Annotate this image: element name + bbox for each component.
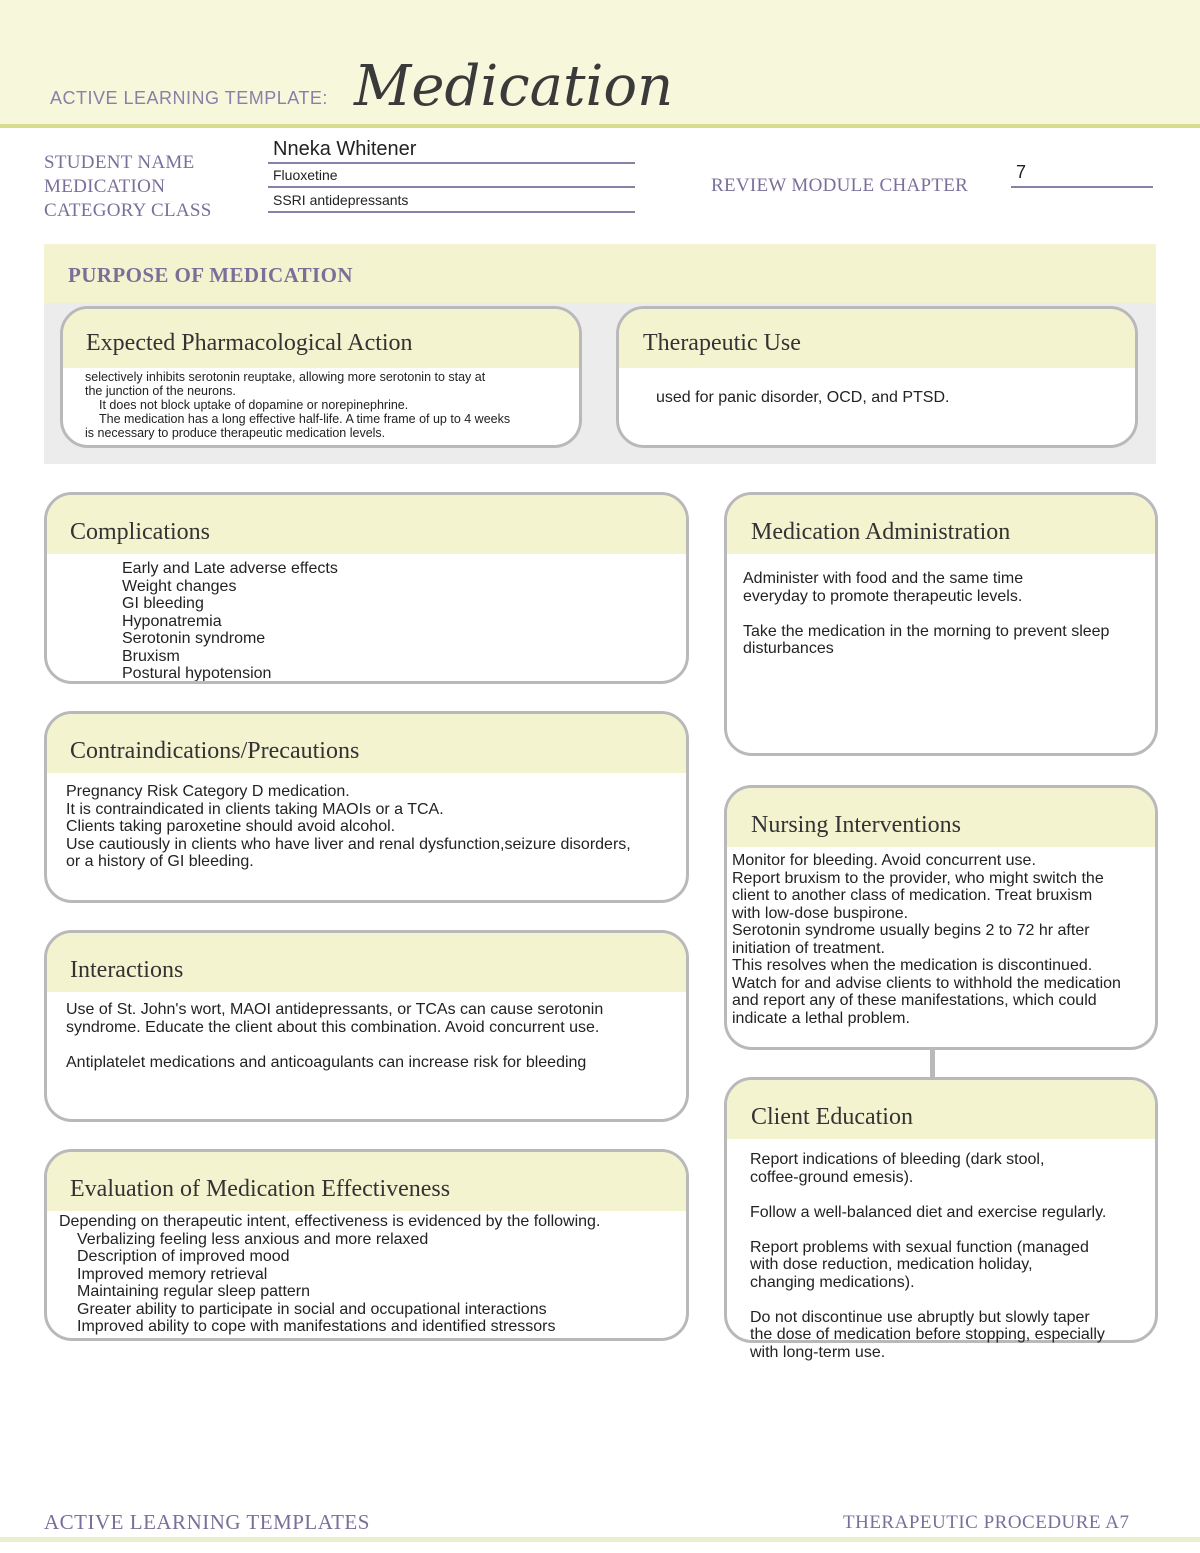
text-line: Antiplatelet medications and anticoagulants can increase risk for bleeding [66, 1053, 587, 1071]
text-line: Improved memory retrieval [77, 1265, 268, 1283]
text-line [66, 1036, 603, 1054]
student-name-label: STUDENT NAME [44, 152, 195, 173]
list-item: Hyponatremia [122, 612, 222, 630]
text-line [743, 605, 1109, 623]
nursing-interventions-box[interactable] [724, 785, 1158, 1050]
text-line: coffee-ground emesis). [750, 1168, 914, 1186]
text-line: Greater ability to participate in social and occupational interactions [77, 1300, 547, 1318]
list-item: Postural hypotension [122, 665, 272, 682]
contraindications-title: Contraindications/Precautions [70, 738, 360, 764]
text-line: Maintaining regular sleep pattern [77, 1283, 311, 1300]
contraindications-text [66, 783, 631, 871]
category-class-label: CATEGORY CLASS [44, 200, 212, 221]
footer-right-label: THERAPEUTIC PROCEDURE A7 [843, 1512, 1130, 1533]
text-line: the junction of the neurons. [85, 384, 236, 398]
text-line: indicate a lethal problem. [732, 1009, 910, 1027]
header-divider [0, 124, 1200, 128]
interactions-box[interactable] [44, 930, 689, 1122]
medication-administration-box[interactable] [724, 492, 1158, 756]
text-line: with dose reduction, medication holiday, [750, 1256, 1033, 1273]
text-line: The medication has a long effective half-life. A time frame of up to 4 weeks [99, 412, 511, 426]
text-line: selectively inhibits serotonin reuptake, allowing more serotonin to stay at [85, 370, 486, 384]
text-line: everyday to promote therapeutic levels. [743, 587, 1023, 605]
page-title: Medication [354, 54, 674, 119]
text-line: Improved ability to cope with manifestations and identified stressors [77, 1318, 556, 1335]
text-line: syndrome. Educate the client about this combination. Avoid concurrent use. [66, 1018, 600, 1036]
therapeutic-use-text: used for panic disorder, OCD, and PTSD. [656, 389, 950, 406]
template-label: ACTIVE LEARNING TEMPLATE: [50, 88, 328, 108]
text-line: the dose of medication before stopping, especially [750, 1326, 1105, 1343]
text-line [750, 1291, 1106, 1309]
category-class-underline [268, 211, 635, 213]
list-item: GI bleeding [122, 595, 204, 612]
list-item: Serotonin syndrome [122, 630, 266, 647]
purpose-title: PURPOSE OF MEDICATION [68, 263, 353, 287]
therapeutic-use-title: Therapeutic Use [643, 330, 801, 356]
medication-administration-title: Medication Administration [751, 519, 1011, 545]
pharmacological-action-box[interactable] [60, 306, 582, 448]
text-line: Use cautiously in clients who have liver and renal dysfunction,seizure disorders, [66, 835, 631, 853]
text-line: Do not discontinue use abruptly but slowly taper [750, 1308, 1090, 1326]
list-item: Weight changes [122, 577, 237, 595]
client-education-title: Client Education [751, 1104, 913, 1130]
text-line: Watch for and advise clients to withhold the medication [732, 974, 1121, 992]
footer-divider [0, 1537, 1200, 1542]
category-class-field[interactable]: SSRI antidepressants [273, 192, 409, 208]
student-name-underline [268, 162, 635, 164]
client-education-text [750, 1151, 1106, 1361]
interactions-text [66, 1001, 603, 1071]
medication-field[interactable]: Fluoxetine [273, 167, 338, 183]
evaluation-text [59, 1213, 600, 1336]
connector-line [930, 1048, 935, 1080]
text-line: Follow a well-balanced diet and exercise regularly. [750, 1203, 1107, 1221]
text-line [750, 1221, 1106, 1239]
evaluation-box[interactable] [44, 1149, 689, 1341]
text-line: and report any of these manifestations, which could [732, 992, 1097, 1009]
footer-left-label: ACTIVE LEARNING TEMPLATES [44, 1510, 370, 1534]
text-line: Administer with food and the same time [743, 570, 1024, 587]
text-line: Take the medication in the morning to prevent sleep [743, 622, 1110, 640]
text-line [750, 1186, 1106, 1204]
text-line: initiation of treatment. [732, 939, 885, 957]
evaluation-title: Evaluation of Medication Effectiveness [70, 1176, 451, 1202]
nursing-interventions-text [732, 852, 1121, 1027]
text-line: with low-dose buspirone. [732, 904, 909, 922]
text-line: It does not block uptake of dopamine or norepinephrine. [99, 398, 409, 412]
medication-label: MEDICATION [44, 176, 166, 197]
complications-box[interactable] [44, 492, 689, 684]
medication-underline [268, 186, 635, 188]
text-line: Pregnancy Risk Category D medication. [66, 783, 350, 800]
complications-title: Complications [70, 519, 210, 545]
text-line: Use of St. John's wort, MAOI antidepressants, or TCAs can cause serotonin [66, 1001, 604, 1018]
text-line: Report bruxism to the provider, who might switch the [732, 869, 1104, 887]
list-item: Bruxism [122, 647, 180, 665]
interactions-title: Interactions [70, 957, 184, 983]
text-line: Report indications of bleeding (dark stool, [750, 1151, 1045, 1168]
text-line: Serotonin syndrome usually begins 2 to 72 hr after [732, 922, 1090, 939]
review-module-label: REVIEW MODULE CHAPTER [711, 175, 969, 196]
text-line: This resolves when the medication is discontinued. [732, 957, 1093, 974]
text-line: or a history of GI bleeding. [66, 853, 254, 870]
medication-administration-text [743, 570, 1109, 658]
list-item: Early and Late adverse effects [122, 560, 338, 577]
text-line: Depending on therapeutic intent, effectiveness is evidenced by the following. [59, 1213, 601, 1230]
text-line: Description of improved mood [77, 1248, 290, 1265]
therapeutic-use-box[interactable] [616, 306, 1138, 448]
text-line: Report problems with sexual function (managed [750, 1238, 1089, 1256]
text-line: disturbances [743, 640, 834, 657]
text-line: is necessary to produce therapeutic medication levels. [85, 426, 386, 440]
text-line: Monitor for bleeding. Avoid concurrent use. [732, 852, 1036, 869]
student-name-field[interactable]: Nneka Whitener [273, 138, 417, 160]
review-module-field[interactable]: 7 [1016, 162, 1027, 182]
pharmacological-action-text [85, 370, 510, 440]
contraindications-box[interactable] [44, 711, 689, 903]
pharmacological-action-title: Expected Pharmacological Action [86, 330, 413, 356]
complications-list [122, 560, 338, 683]
text-line: Clients taking paroxetine should avoid alcohol. [66, 818, 396, 835]
text-line: Verbalizing feeling less anxious and more relaxed [77, 1230, 429, 1248]
text-line: changing medications). [750, 1273, 915, 1291]
text-line: It is contraindicated in clients taking MAOIs or a TCA. [66, 800, 444, 818]
text-line: with long-term use. [750, 1343, 886, 1361]
nursing-interventions-title: Nursing Interventions [751, 812, 961, 838]
text-line: client to another class of medication. Treat bruxism [732, 887, 1093, 904]
review-module-underline [1011, 186, 1153, 188]
